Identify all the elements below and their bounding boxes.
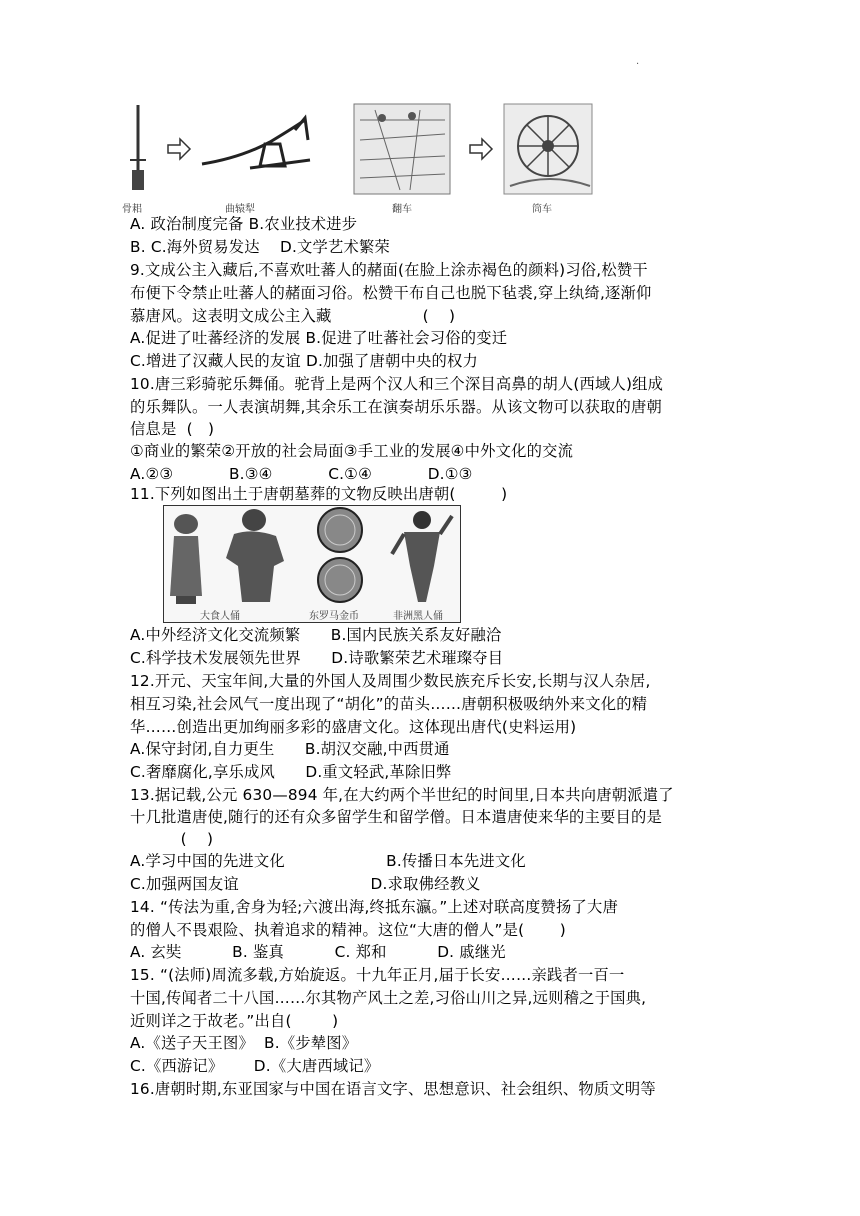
text-line: 10.唐三彩骑驼乐舞俑。驼背上是两个汉人和三个深目高鼻的胡人(西域人)组成 [130, 375, 664, 393]
text-line: 11.下列如图出土于唐朝墓葬的文物反映出唐朝( ) [130, 485, 508, 503]
caption-curved-plow: 曲辕犁 [225, 204, 255, 215]
caption-tube-wheel: 筒车 [532, 204, 552, 215]
byzantine-gold-coin-image [318, 508, 362, 602]
text-line: 十几批遣唐使,随行的还有众多留学生和留学僧。日本遣唐使来华的主要目的是 [130, 808, 662, 826]
text-line: 的僧人不畏艰险、执着追求的精神。这位“大唐的僧人”是( ) [130, 921, 566, 939]
page-dot: . [636, 56, 640, 67]
farming-tools-image [120, 100, 600, 200]
text-line: C.科学技术发展领先世界 D.诗歌繁荣艺术璀璨夺目 [130, 649, 504, 667]
text-line: ①商业的繁荣②开放的社会局面③手工业的发展④中外文化的交流 [130, 442, 574, 460]
caption-byzantine-coin: 东罗马金币 [309, 611, 359, 622]
text-line: 15. “(法师)周流多载,方始旋返。十九年正月,届于长安……亲践者一百一 [130, 966, 625, 984]
figurine-image [226, 509, 284, 602]
text-line: 9.文成公主入藏后,不喜欢吐蕃人的赭面(在脸上涂赤褐色的颜料)习俗,松赞干 [130, 261, 648, 279]
text-line: C.增进了汉藏人民的友谊 D.加强了唐朝中央的权力 [130, 352, 478, 370]
caption-arab-figurine: 大食人俑 [200, 611, 240, 622]
text-line: 12.开元、天宝年间,大量的外国人及周围少数民族充斥长安,长期与汉人杂居, [130, 672, 651, 690]
text-line: 的乐舞队。一人表演胡舞,其余乐工在演奏胡乐乐器。从该文物可以获取的唐朝 [130, 398, 662, 416]
text-line: A.②③ B.③④ C.①④ D.①③ [130, 465, 473, 483]
text-line: C.加强两国友谊 D.求取佛经教义 [130, 875, 481, 893]
tube-wheel-image [504, 104, 592, 194]
text-line: 华……创造出更加绚丽多彩的盛唐文化。这体现出唐代(史料运用) [130, 718, 577, 736]
bone-spade-image [130, 105, 146, 190]
text-line: B. C.海外贸易发达 D.文学艺术繁荣 [130, 238, 391, 256]
farming-tools-figure [120, 100, 600, 216]
text-line: 16.唐朝时期,东亚国家与中国在语言文字、思想意识、社会组织、物质文明等 [130, 1080, 656, 1098]
african-figurine-image [392, 511, 452, 602]
text-line: A.中外经济文化交流频繁 B.国内民族关系友好融洽 [130, 626, 502, 644]
curved-plow-image [202, 118, 310, 168]
caption-chain-pump: 翻车 [392, 204, 412, 215]
text-line: C.《西游记》 D.《大唐西域记》 [130, 1057, 380, 1075]
arrow-icon [470, 139, 492, 159]
text-line: 慕唐风。这表明文成公主入藏 ( ) [130, 307, 456, 325]
text-line: 13.据记载,公元 630—894 年,在大约两个半世纪的时间里,日本共向唐朝派遣了 [130, 786, 674, 804]
artifacts-image [164, 506, 460, 606]
text-line: 近则详之于故老。”出自( ) [130, 1012, 339, 1030]
text-line: 布便下令禁止吐蕃人的赭面习俗。松赞干布自己也脱下毡裘,穿上纨绮,逐渐仰 [130, 284, 652, 302]
text-line: 十国,传闻者二十八国……尔其物产风土之差,习俗山川之异,远则稽之于国典, [130, 989, 647, 1007]
caption-african-figurine: 非洲黑人俑 [393, 611, 443, 622]
tang-tomb-artifacts-figure [163, 505, 461, 623]
text-line: 相互习染,社会风气一度出现了“胡化”的苗头……唐朝积极吸纳外来文化的精 [130, 695, 648, 713]
text-line: A. 政治制度完备 B.农业技术进步 [130, 215, 358, 233]
text-line: A. 玄奘 B. 鉴真 C. 郑和 D. 戚继光 [130, 943, 506, 961]
text-line: A.学习中国的先进文化 B.传播日本先进文化 [130, 852, 526, 870]
arrow-icon [168, 139, 190, 159]
text-line: A.促进了吐蕃经济的发展 B.促进了吐蕃社会习俗的变迁 [130, 329, 508, 347]
text-line: 信息是 ( ) [130, 420, 215, 438]
text-line: ( ) [130, 830, 214, 848]
arab-figurine-image [170, 514, 202, 604]
text-line: A.《送子天王图》 B.《步辇图》 [130, 1034, 358, 1052]
caption-bone-spade: 骨耜 [122, 204, 142, 215]
square-pallet-chain-pump-image [354, 104, 450, 194]
text-line: 14. “传法为重,舍身为轻;六渡出海,终抵东瀛。”上述对联高度赞扬了大唐 [130, 898, 618, 916]
text-line: A.保守封闭,自力更生 B.胡汉交融,中西贯通 [130, 740, 450, 758]
text-line: C.奢靡腐化,享乐成风 D.重文轻武,革除旧弊 [130, 763, 452, 781]
